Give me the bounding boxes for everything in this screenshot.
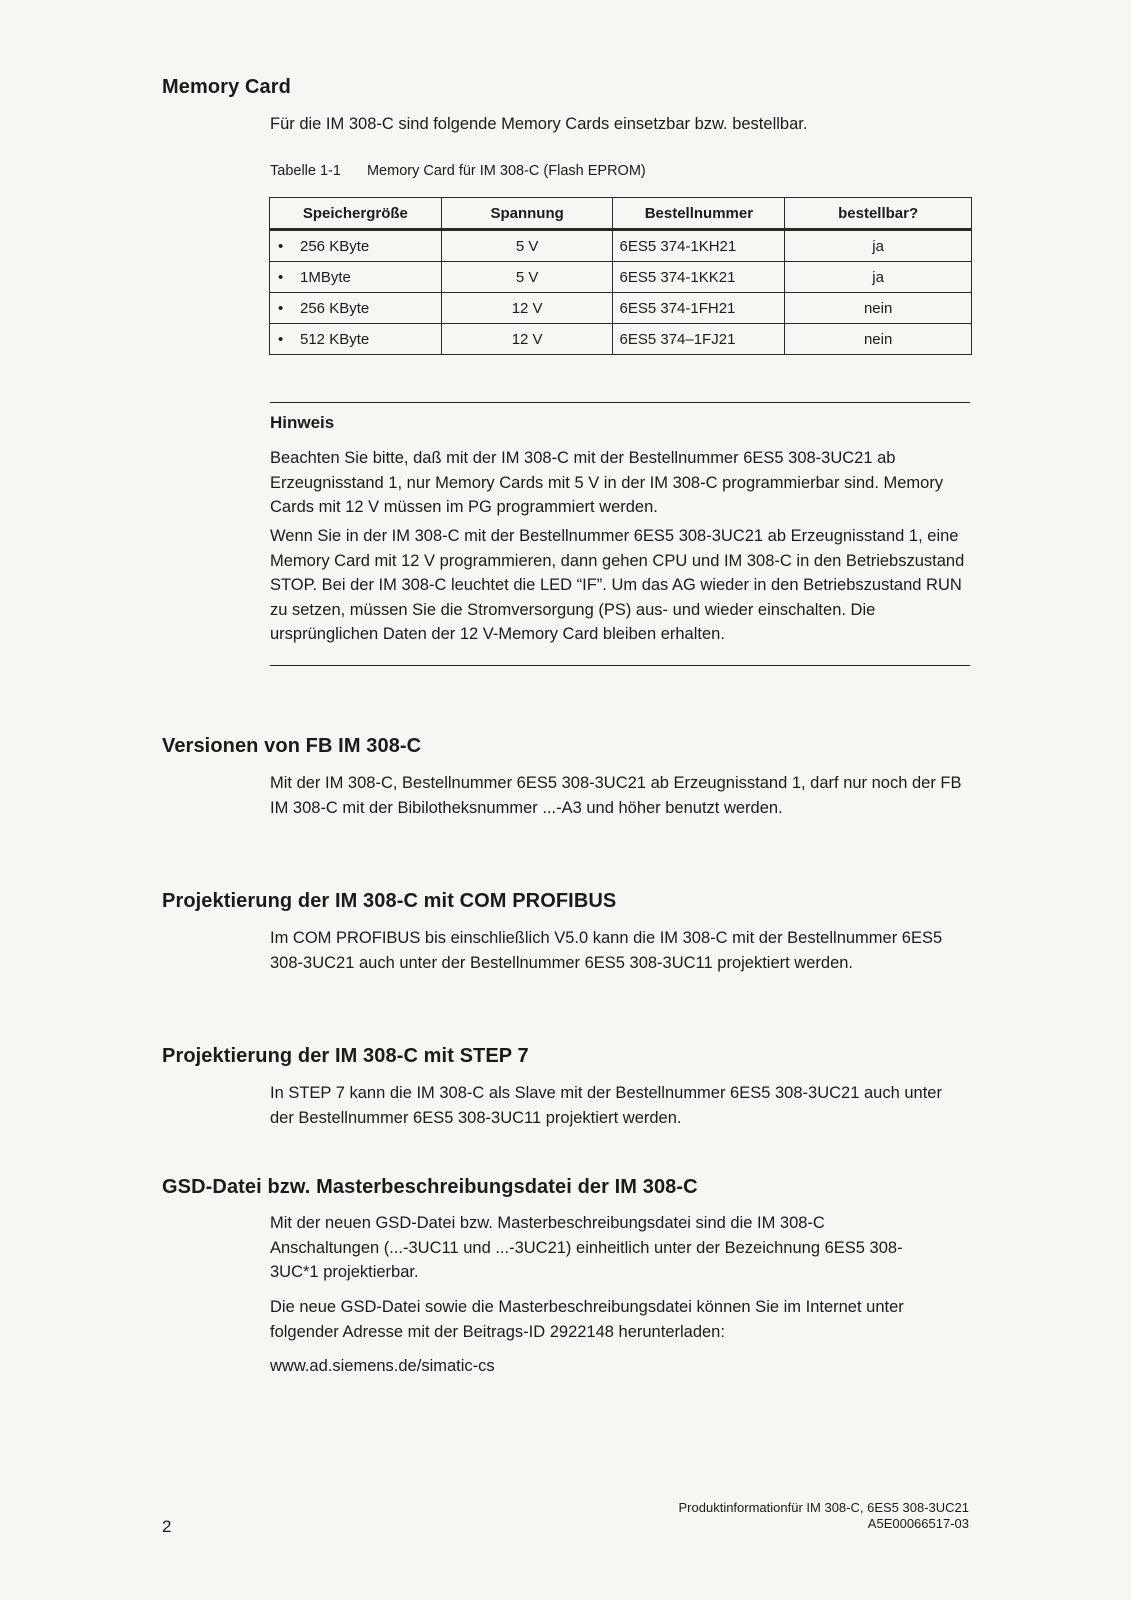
memory-card-table (269, 197, 972, 355)
table-header-row (270, 198, 972, 230)
footer-info (679, 1500, 969, 1532)
bullet-icon: • (278, 268, 284, 286)
column-header-order-number: Bestellnummer (613, 198, 785, 230)
hint-paragraph-2: Wenn Sie in der IM 308-C mit der Bestellnummer 6ES5 308-3UC21 ab Erzeugnisstand 1, eine Memory Card mit 12 V programmieren, dann gehen CPU und IM 308-C in den Betriebszustand STOP. Bei der IM 308-C leuchtet die LED “IF”. Um das AG wieder in den Betriebszustand RUN zu setzen, müssen Sie die Stromversorgung (PS) aus- und wieder einschalten. Die ursprünglichen Daten der 12 V-Memory Card bleiben erhalten. (270, 527, 965, 643)
gsd-paragraph-1: Mit der neuen GSD-Datei bzw. Masterbeschreibungsdatei sind die IM 308-C Anschaltungen (...-3UC11 und ...-3UC21) einheitlich unter der Bezeichnung 6ES5 308-3UC*1 projektierbar. (270, 1214, 903, 1281)
table-row (270, 262, 972, 293)
cell-order-number: 6ES5 374–1FJ21 (613, 324, 785, 355)
hint-bottom-divider (270, 665, 970, 666)
column-header-size: Speichergröße (270, 198, 442, 230)
column-header-orderable: bestellbar? (785, 198, 972, 230)
page-number: 2 (162, 1517, 172, 1536)
cell-voltage: 5 V (441, 230, 613, 262)
memory-card-heading: Memory Card (162, 76, 291, 98)
cell-order-number: 6ES5 374-1KH21 (613, 230, 785, 262)
table-row (270, 324, 972, 355)
memory-card-intro: Für die IM 308-C sind folgende Memory Cards einsetzbar bzw. bestellbar. (270, 115, 808, 133)
cell-size: • 256 KByte (270, 230, 442, 262)
cell-orderable: nein (785, 293, 972, 324)
cell-voltage: 5 V (441, 262, 613, 293)
cell-voltage: 12 V (441, 293, 613, 324)
cell-size: • 256 KByte (270, 293, 442, 324)
step7-text: In STEP 7 kann die IM 308-C als Slave mit der Bestellnummer 6ES5 308-3UC21 auch unter der Bestellnummer 6ES5 308-3UC11 projektiert werden. (270, 1084, 942, 1127)
bullet-icon: • (278, 299, 284, 317)
bullet-icon: • (278, 330, 284, 348)
cell-order-number: 6ES5 374-1KK21 (613, 262, 785, 293)
com-profibus-heading: Projektierung der IM 308-C mit COM PROFIBUS (162, 890, 617, 912)
cell-voltage: 12 V (441, 324, 613, 355)
cell-size: • 1MByte (270, 262, 442, 293)
step7-heading: Projektierung der IM 308-C mit STEP 7 (162, 1045, 529, 1067)
versions-text: Mit der IM 308-C, Bestellnummer 6ES5 308-3UC21 ab Erzeugnisstand 1, darf nur noch der FB IM 308-C mit der Bibilotheksnummer ...-A3 und höher benutzt werden. (270, 774, 962, 817)
cell-orderable: ja (785, 230, 972, 262)
hint-title: Hinweis (270, 413, 335, 432)
table-row (270, 230, 972, 262)
table-caption-number: Tabelle 1-1 (270, 163, 341, 179)
footer-doc-id: A5E00066517-03 (867, 1516, 969, 1531)
footer-doc-title: Produktinformationfür IM 308-C, 6ES5 308-3UC21 (678, 1500, 969, 1515)
gsd-paragraph-2: Die neue GSD-Datei sowie die Masterbeschreibungsdatei können Sie im Internet unter folgender Adresse mit der Beitrags-ID 2922148 herunterladen: (270, 1298, 904, 1341)
cell-order-number: 6ES5 374-1FH21 (613, 293, 785, 324)
bullet-icon: • (278, 237, 284, 255)
table-row (270, 293, 972, 324)
versions-heading: Versionen von FB IM 308-C (162, 735, 422, 757)
cell-size: • 512 KByte (270, 324, 442, 355)
hint-top-divider (270, 402, 970, 403)
cell-orderable: ja (785, 262, 972, 293)
hint-paragraph-1: Beachten Sie bitte, daß mit der IM 308-C mit der Bestellnummer 6ES5 308-3UC21 ab Erzeugnisstand 1, nur Memory Cards mit 5 V in der IM 308-C programmierbar sind. Memory Cards mit 12 V müssen im PG programmiert werden. (270, 449, 944, 516)
table-caption (270, 163, 646, 179)
column-header-voltage: Spannung (441, 198, 613, 230)
com-profibus-text: Im COM PROFIBUS bis einschließlich V5.0 kann die IM 308-C mit der Bestellnummer 6ES5 308-3UC21 auch unter der Bestellnummer 6ES5 308-3UC11 projektiert werden. (270, 929, 943, 972)
gsd-url: www.ad.siemens.de/simatic-cs (270, 1357, 495, 1375)
table-caption-text: Memory Card für IM 308-C (Flash EPROM) (366, 163, 646, 179)
cell-orderable: nein (785, 324, 972, 355)
gsd-heading: GSD-Datei bzw. Masterbeschreibungsdatei der IM 308-C (162, 1176, 698, 1198)
